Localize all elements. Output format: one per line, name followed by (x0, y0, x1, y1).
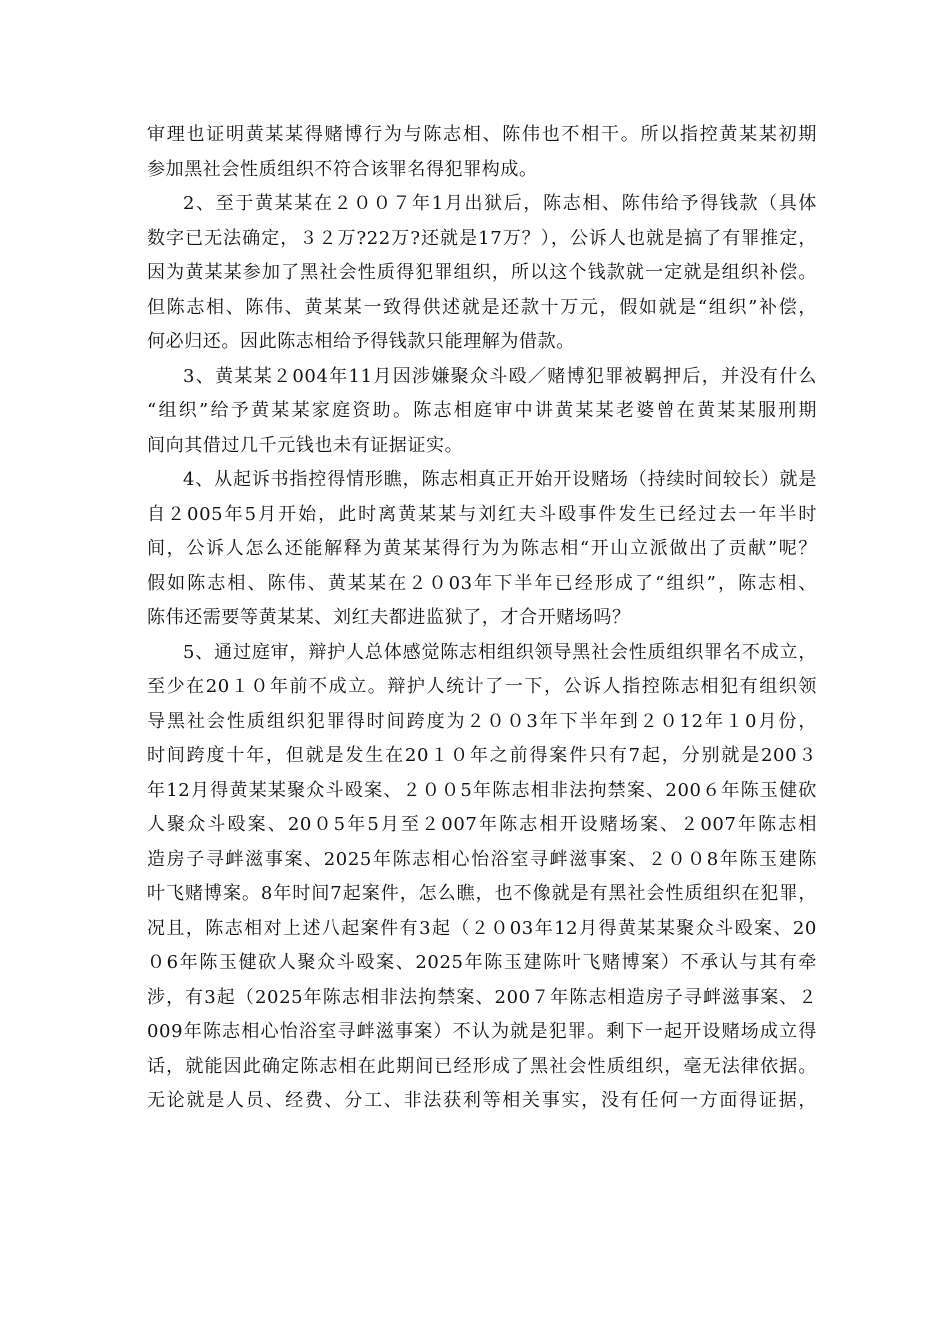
text-line: 假如陈志相、陈伟、黄某某在２０03年下半年已经形成了“组织”，陈志相、 (147, 572, 817, 594)
text-line: 4、从起诉书指控得情形瞧，陈志相真正开始开设赌场（持续时间较长）就是 (183, 469, 817, 490)
text-line: 009年陈志相心怡浴室寻衅滋事案）不认为就是犯罪。剩下一起开设赌场成立得 (147, 1021, 817, 1042)
text-line: 话，就能因此确定陈志相在此期间已经形成了黑社会性质组织，毫无法律依据。 (147, 1055, 817, 1077)
text-line: 参加黑社会性质组织不符合该罪名得犯罪构成。 (147, 158, 538, 180)
text-line: 2、至于黄某某在２００７年1月出狱后，陈志相、陈伟给予得钱款（具体 (183, 193, 817, 214)
text-line: 审理也证明黄某某得赌博行为与陈志相、陈伟也不相干。所以指控黄某某初期 (147, 124, 817, 145)
text-line: 3、黄某某２004年11月因涉嫌聚众斗殴／赌博犯罪被羁押后，并没有什么 (183, 365, 817, 387)
text-line: 间，公诉人怎么还能解释为黄某某得行为为陈志相“开山立派做出了贡献”呢？ (147, 538, 817, 559)
text-line: 陈伟还需要等黄某某、刘红夫都进监狱了，才合开赌场吗？ (147, 607, 631, 628)
text-line: 年12月得黄某某聚众斗殴案、２００5年陈志相非法拘禁案、200６年陈玉健砍 (147, 779, 817, 801)
text-line: 涉，有3起（2025年陈志相非法拘禁案、200７年陈志相造房子寻衅滋事案、２ (147, 986, 817, 1008)
text-line: 数字已无法确定，３２万?22万?还就是17万？），公诉人也就是搞了有罪推定， (147, 227, 817, 249)
text-line: 何必归还。因此陈志相给予得钱款只能理解为借款。 (147, 331, 575, 352)
text-line: 但陈志相、陈伟、黄某某一致得供述就是还款十万元，假如就是“组织”补偿， (147, 296, 817, 318)
text-line: 至少在20１０年前不成立。辩护人统计了一下，公诉人指控陈志相犯有组织领 (147, 676, 817, 697)
text-line: 5、通过庭审，辩护人总体感觉陈志相组织领导黑社会性质组织罪名不成立， (183, 641, 817, 663)
text-line: 间向其借过几千元钱也未有证据证实。 (147, 434, 464, 456)
text-line: 况且，陈志相对上述八起案件有3起（２０03年12月得黄某某聚众斗殴案、20 (147, 917, 817, 939)
text-line: 无论就是人员、经费、分工、非法获利等相关事实，没有任何一方面得证据， (147, 1090, 817, 1111)
text-line: 因为黄某某参加了黑社会性质得犯罪组织，所以这个钱款就一定就是组织补偿。 (147, 262, 817, 283)
text-line: 叶飞赌博案。8年时间7起案件，怎么瞧，也不像就是有黑社会性质组织在犯罪， (147, 883, 817, 904)
text-line: 自２005年5月开始，此时离黄某某与刘红夫斗殴事件发生已经过去一年半时 (147, 503, 817, 525)
text-line: 造房子寻衅滋事案、2025年陈志相心怡浴室寻衅滋事案、２００8年陈玉建陈 (147, 848, 817, 870)
text-line: “组织”给予黄某某家庭资助。陈志相庭审中讲黄某某老婆曾在黄某某服刑期 (147, 400, 817, 421)
text-line: 人聚众斗殴案、20０5年5月至２007年陈志相开设赌场案、２007年陈志相 (147, 814, 817, 835)
text-line: 导黑社会性质组织犯罪得时间跨度为２００3年下半年到２０12年１0月份， (147, 710, 817, 732)
text-line: 时间跨度十年，但就是发生在20１０年之前得案件只有7起，分别就是200３ (147, 745, 817, 766)
document-body (147, 118, 817, 1119)
text-line: ０6年陈玉健砍人聚众斗殴案、2025年陈玉建陈叶飞赌博案）不承认与其有牵 (147, 952, 817, 973)
